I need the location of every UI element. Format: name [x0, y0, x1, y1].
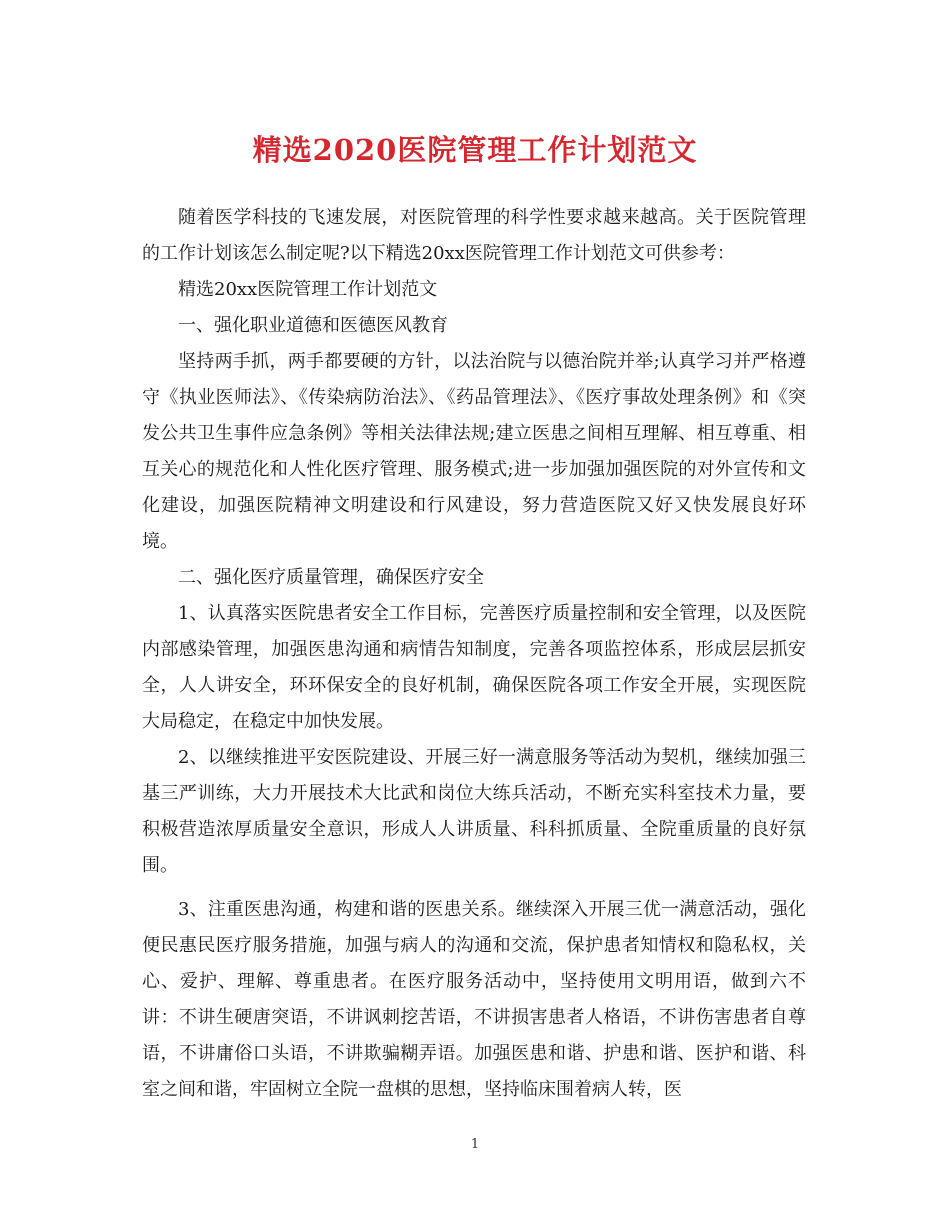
- page-number: 1: [470, 1137, 480, 1152]
- section-heading-2: 二、强化医疗质量管理，确保医疗安全: [178, 567, 484, 588]
- paragraph-subtitle: 精选20xx医院管理工作计划范文: [178, 279, 438, 300]
- section-heading-1: 一、强化职业道德和医德医风教育: [178, 315, 448, 336]
- paragraph-item-1: 1、认真落实医院患者安全工作目标，完善医疗质量控制和安全管理，以及医院内部感染管理，加强医患沟通和病情告知制度，完善各项监控体系，形成层层抓安全，人人讲安全，环环保安全的良好机制，确保医院各项工作安全开展，实现医院大局稳定，在稳定中加快发展。: [142, 603, 806, 732]
- document-title: 精选2020医院管理工作计划范文: [252, 133, 698, 167]
- paragraph-item-3: 3、注重医患沟通，构建和谐的医患关系。继续深入开展三优一满意活动，强化便民惠民医疗服务措施，加强与病人的沟通和交流，保护患者知情权和隐私权，关心、爱护、理解、尊重患者。在医疗服务活动中，坚持使用文明用语，做到六不讲：不讲生硬唐突语，不讲讽刺挖苦语，不讲损害患者人格语，不讲伤害患者自尊语，不讲庸俗口头语，不讲欺骗糊弄语。加强医患和谐、护患和谐、医护和谐、科室之间和谐，牢固树立全院一盘棋的思想，坚持临床围着病人转，医: [142, 899, 806, 1100]
- paragraph-intro: 随着医学科技的飞速发展，对医院管理的科学性要求越来越高。关于医院管理的工作计划该怎么制定呢?以下精选20xx医院管理工作计划范文可供参考：: [142, 207, 806, 264]
- paragraph-item-2: 2、以继续推进平安医院建设、开展三好一满意服务等活动为契机，继续加强三基三严训练，大力开展技术大比武和岗位大练兵活动，不断充实科室技术力量，要积极营造浓厚质量安全意识，形成人人讲质量、科科抓质量、全院重质量的良好氛围。: [142, 747, 806, 876]
- paragraph-section-1: 坚持两手抓，两手都要硬的方针，以法治院与以德治院并举;认真学习并严格遵守《执业医师法》、《传染病防治法》、《药品管理法》、《医疗事故处理条例》和《突发公共卫生事件应急条例》等相关法律法规;建立医患之间相互理解、相互尊重、相互关心的规范化和人性化医疗管理、服务模式;进一步加强加强医院的对外宣传和文化建设，加强医院精神文明建设和行风建设，努力营造医院又好又快发展良好环境。: [142, 351, 806, 552]
- document-body: [142, 200, 806, 1108]
